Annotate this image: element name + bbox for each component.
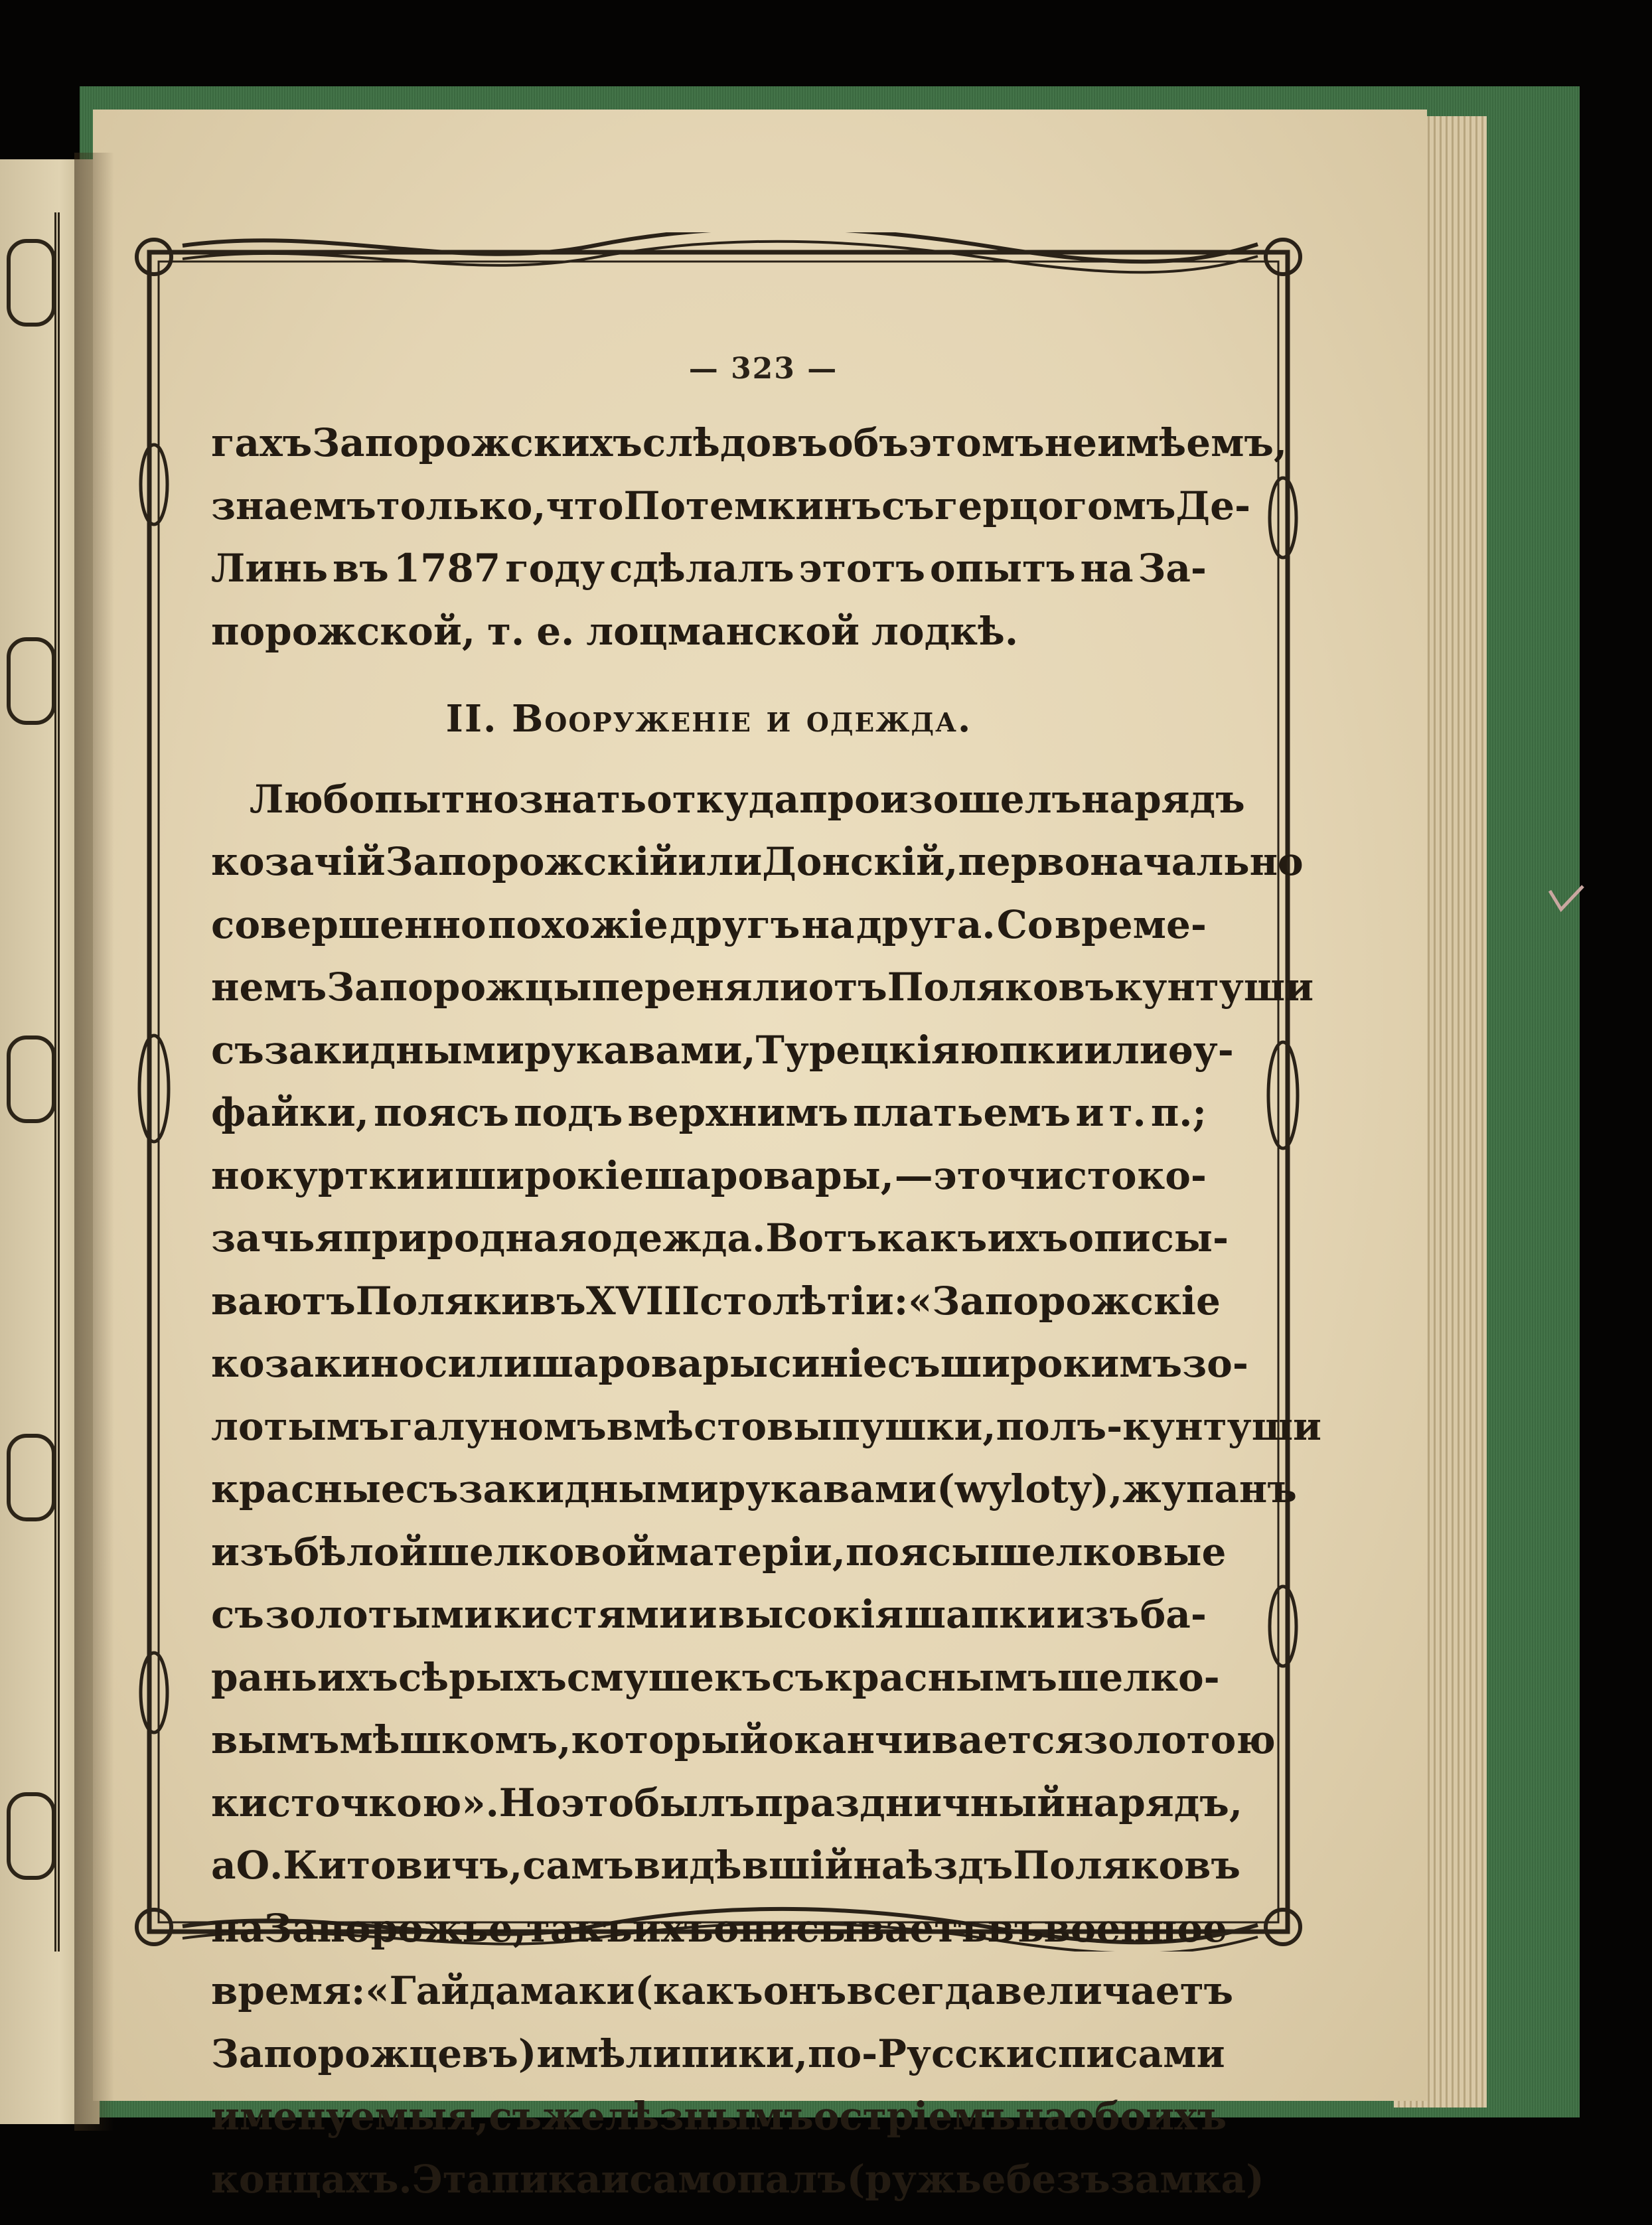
pencil-check-mark <box>1546 883 1586 916</box>
text-line: Запорожцевъ) имѣли пики, по-Русски списами <box>211 2031 1225 2076</box>
opening-paragraph <box>211 412 1288 662</box>
text-line: файки, поясъ подъ верхнимъ платьемъ и т. п.; <box>211 1090 1207 1135</box>
facing-page-ornament <box>0 212 60 1952</box>
text-line: зачья природная одежда. Вотъ какъ ихъ описы- <box>211 1215 1229 1261</box>
gutter-shadow <box>74 153 114 2131</box>
text-line: козаки носили шаровары синіе съ широкимъ зо- <box>211 1341 1248 1386</box>
text-line: время: « Гайдамаки (какъ онъ всегда величаетъ <box>211 1968 1234 2013</box>
text-line: Линь въ 1787 году сдѣлалъ этотъ опытъ на За- <box>211 546 1207 591</box>
body-paragraph <box>211 768 1322 2211</box>
text-line: именуемыя, съ желѣзнымъ остріемъ на обоихъ <box>211 2094 1227 2139</box>
text-line: раньихъ сѣрыхъ смушекъ съ краснымъ шелко- <box>211 1654 1220 1700</box>
text-line: порожской, т. е. лоцманской лодкѣ. <box>211 608 1019 654</box>
text-line: лотымъ галуномъ вмѣсто выпушки, полъ-кунтуши <box>211 1403 1322 1449</box>
text-line: вымъ мѣшкомъ, который оканчивается золотою <box>211 1717 1276 1762</box>
text-line: немъ Запорожцы переняли отъ Поляковъ кунтуши <box>211 964 1314 1010</box>
text-line: а О. Китовичъ, самъ видѣвшій наѣздъ Поляковъ <box>211 1843 1240 1888</box>
text-line: красные съ закидными рукавами (wyloty), жупанъ <box>211 1466 1297 1511</box>
text-line: ваютъ Поляки въ XVIII столѣтіи: « Запорожскіе <box>211 1278 1221 1324</box>
text-line: кисточкою». Но это былъ праздничный нарядъ, <box>211 1780 1243 1825</box>
text-line: съ закидными рукавами, Турецкія юпки или ѳу- <box>211 1027 1234 1073</box>
text-line: но куртки и широкіе шаровары, — это чисто ко- <box>211 1152 1207 1198</box>
section-title: Вооруженіе и одежда. <box>512 697 972 741</box>
text-line: на Запорожье, такъ ихъ описываетъ въ военное <box>211 1905 1227 1951</box>
text-line: гахъ Запорожскихъ слѣдовъ объ этомъ не имѣемъ, <box>211 420 1288 465</box>
text-line: изъ бѣлой шелковой матеріи, поясы шелковые <box>211 1529 1227 1574</box>
page-number: — 323 — <box>688 352 838 386</box>
text-line: концахъ. Эта пика и самопалъ (ружье безъ замка) <box>211 2156 1264 2202</box>
page-text <box>211 412 1322 2210</box>
section-number: II. <box>445 697 498 741</box>
text-line: козачій Запорожскій или Донскій, первоначально <box>211 839 1304 884</box>
text-line: Любопытно знать откуда произошелъ нарядъ <box>250 776 1245 822</box>
text-line: знаемъ только, что Потемкинъ съ герцогомъ Де- <box>211 483 1251 528</box>
section-heading <box>211 688 1207 751</box>
text-line: совершенно похожіе другъ на друга. Со време- <box>211 901 1207 947</box>
text-line: съ золотыми кистями и высокія шапки изъ ба- <box>211 1592 1207 1637</box>
